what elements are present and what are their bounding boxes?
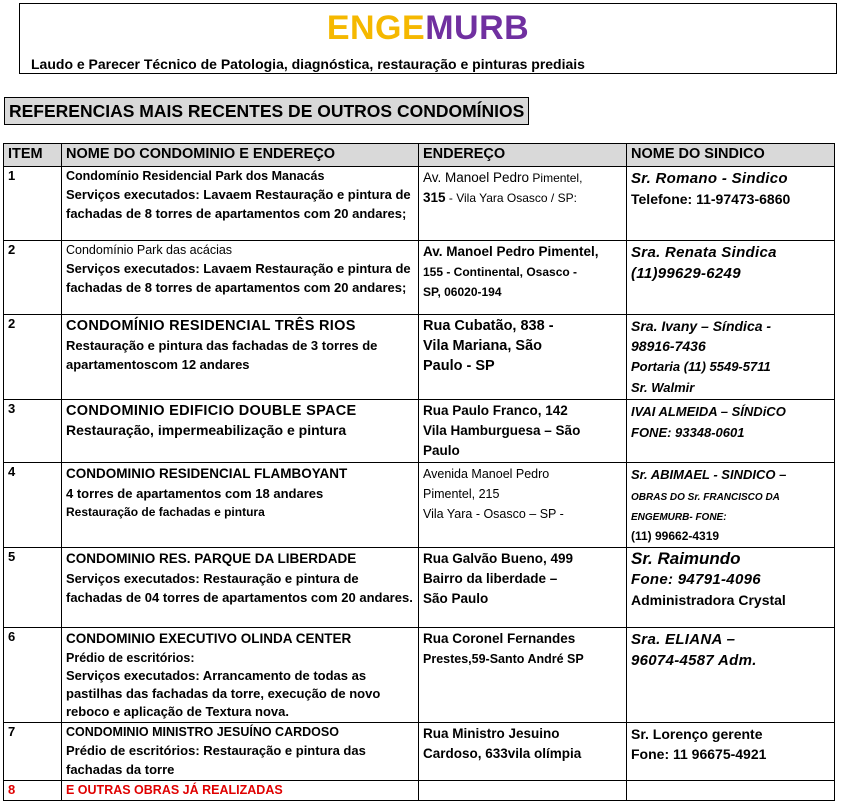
row-item: 1	[4, 167, 62, 241]
row-name: CONDOMINIO MINISTRO JESUÍNO CARDOSO	[66, 725, 339, 739]
brand-part2: MURB	[425, 9, 530, 47]
row-item: 4	[4, 463, 62, 548]
row-name: Condomínio Park das acácias	[66, 243, 233, 257]
row-name-cell	[62, 463, 419, 548]
row-name: E OUTRAS OBRAS JÁ REALIZADAS	[66, 783, 283, 797]
row-sindico: Sr. Raimundo Fone: 94791-4096 Administradora Crystal	[627, 548, 835, 628]
header-sindico: NOME DO SINDICO	[627, 144, 835, 167]
row-name: CONDOMINIO RES. PARQUE DA LIBERDADE	[66, 551, 357, 566]
table-row	[4, 241, 835, 315]
references-table	[3, 143, 835, 801]
row-desc: Restauração e pintura das fachadas de 3 torres de apartamentoscom 12 andares	[66, 338, 378, 372]
row-desc-2: Serviços executados: Arrancamento de todas as pastilhas das fachadas da torre, execução de novo reboco e aplicação de Textura nova.	[66, 668, 381, 719]
row-address: Av. Manoel Pedro Pimentel, 315 - Vila Yara Osasco / SP:	[419, 167, 627, 241]
row-address: Avenida Manoel Pedro Pimentel, 215 Vila Yara - Osasco – SP -	[419, 463, 627, 548]
row-name-cell	[62, 400, 419, 463]
row-address	[419, 781, 627, 801]
row-item: 8	[4, 781, 62, 801]
row-name: CONDOMINIO EXECUTIVO OLINDA CENTER	[66, 631, 352, 646]
row-desc: Prédio de escritórios: Restauração e pintura das fachadas da torre	[66, 743, 366, 777]
header-address: ENDEREÇO	[419, 144, 627, 167]
row-item: 6	[4, 628, 62, 723]
row-desc: 4 torres de apartamentos com 18 andares	[66, 486, 324, 501]
row-sindico: Sr. Lorenço gerente Fone: 11 96675-4921	[627, 723, 835, 781]
row-desc-2: Restauração de fachadas e pintura	[66, 505, 265, 519]
header-box	[19, 3, 837, 74]
row-sindico: Sr. Romano - Sindico Telefone: 11-97473-6860	[627, 167, 835, 241]
row-sindico: Sra. Ivany – Síndica - 98916-7436 Portaria (11) 5549-5711 Sr. Walmir	[627, 315, 835, 400]
table-row	[4, 315, 835, 400]
row-name-cell	[62, 628, 419, 723]
row-address: Rua Cubatão, 838 - Vila Mariana, São Paulo - SP	[419, 315, 627, 400]
brand-logo	[20, 8, 836, 48]
row-name-cell	[62, 167, 419, 241]
row-address: Rua Galvão Bueno, 499 Bairro da liberdade – São Paulo	[419, 548, 627, 628]
table-row	[4, 167, 835, 241]
row-item: 3	[4, 400, 62, 463]
row-sindico: IVAI ALMEIDA – SÍNDiCO FONE: 93348-0601	[627, 400, 835, 463]
row-name: Condomínio Residencial Park dos Manacás	[66, 169, 325, 183]
row-desc: Serviços executados: Restauração e pintura de fachadas de 04 torres de apartamentos com 20 andares.	[66, 571, 413, 605]
table-row	[4, 781, 835, 801]
row-sindico: Sra. ELIANA – 96074-4587 Adm.	[627, 628, 835, 723]
row-sindico	[627, 781, 835, 801]
row-item: 5	[4, 548, 62, 628]
row-desc: Restauração, impermeabilização e pintura	[66, 422, 347, 438]
row-desc: Serviços executados: Lavaem Restauração e pintura de fachadas de 8 torres de apartamentos com 20 andares;	[66, 261, 411, 295]
row-name-cell	[62, 315, 419, 400]
row-item: 7	[4, 723, 62, 781]
row-desc: Serviços executados: Lavaem Restauração e pintura de fachadas de 8 torres de apartamentos com 20 andares;	[66, 187, 411, 221]
row-address: Av. Manoel Pedro Pimentel, 155 - Continental, Osasco - SP, 06020-194	[419, 241, 627, 315]
row-name-cell	[62, 723, 419, 781]
row-name: CONDOMINIO RESIDENCIAL FLAMBOYANT	[66, 466, 348, 481]
header-item: ITEM	[4, 144, 62, 167]
row-address: Rua Ministro Jesuino Cardoso, 633vila olímpia	[419, 723, 627, 781]
row-sindico: Sra. Renata Sindica (11)99629-6249	[627, 241, 835, 315]
row-item: 2	[4, 241, 62, 315]
row-address: Rua Coronel Fernandes Prestes,59-Santo André SP	[419, 628, 627, 723]
table-row	[4, 400, 835, 463]
tagline: Laudo e Parecer Técnico de Patologia, diagnóstica, restauração e pinturas prediais	[31, 56, 585, 72]
table-header-row	[4, 144, 835, 167]
table-row	[4, 548, 835, 628]
row-sindico: Sr. ABIMAEL - SINDICO – OBRAS DO Sr. FRANCISCO DA ENGEMURB- FONE: (11) 99662-4319	[627, 463, 835, 548]
row-name-cell	[62, 241, 419, 315]
row-name: CONDOMÍNIO RESIDENCIAL TRÊS RIOS	[66, 318, 356, 334]
section-title: REFERENCIAS MAIS RECENTES DE OUTROS CONDOMÍNIOS	[4, 97, 529, 125]
row-address: Rua Paulo Franco, 142 Vila Hamburguesa – São Paulo	[419, 400, 627, 463]
brand-part1: ENGE	[326, 9, 426, 47]
table-row	[4, 628, 835, 723]
row-name-cell	[62, 781, 419, 801]
row-name-cell	[62, 548, 419, 628]
row-name: CONDOMINIO EDIFICIO DOUBLE SPACE	[66, 403, 357, 419]
row-item: 2	[4, 315, 62, 400]
header-name: NOME DO CONDOMINIO E ENDEREÇO	[62, 144, 419, 167]
table-row	[4, 723, 835, 781]
table-row	[4, 463, 835, 548]
row-desc: Prédio de escritórios:	[66, 651, 195, 665]
